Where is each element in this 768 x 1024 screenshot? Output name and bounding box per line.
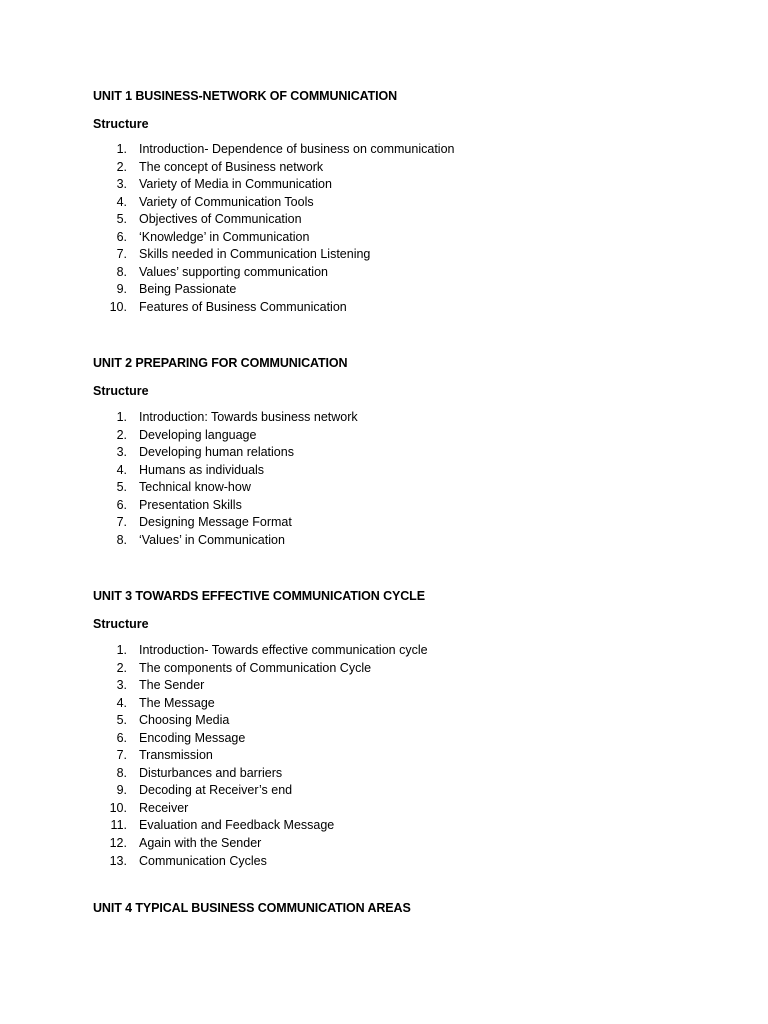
list-item-number: 2.	[116, 427, 127, 442]
unit-1-heading: UNIT 1 BUSINESS-NETWORK OF COMMUNICATION	[93, 89, 398, 103]
list-item-text: Presentation Skills	[139, 497, 242, 512]
unit-4-heading: UNIT 4 TYPICAL BUSINESS COMMUNICATION AREAS	[93, 901, 411, 915]
list-item-text: The Message	[139, 695, 215, 710]
list-item-text: Developing human relations	[139, 445, 294, 460]
list-item-number: 8.	[116, 532, 127, 547]
list-item-text: Transmission	[139, 748, 213, 763]
list-item-number: 2.	[116, 660, 127, 675]
list-item-text: Again with the Sender	[139, 836, 262, 851]
list-item-text: Introduction- Dependence of business on communication	[139, 142, 455, 156]
list-item-number: 10.	[109, 800, 127, 815]
list-item-text: ‘Knowledge’ in Communication	[139, 229, 310, 244]
list-item-text: Developing language	[139, 427, 257, 442]
list-item-text: The Sender	[139, 678, 205, 693]
list-item-number: 3.	[116, 678, 127, 693]
list-item-number: 6.	[116, 229, 127, 244]
list-item-text: The components of Communication Cycle	[139, 660, 372, 675]
list-item-number: 9.	[116, 783, 127, 798]
list-item-text: Designing Message Format	[139, 515, 292, 530]
list-item-number: 8.	[116, 765, 127, 780]
list-item-text: Decoding at Receiver’s end	[139, 783, 293, 798]
list-item-text: Features of Business Communication	[139, 299, 347, 314]
list-item-number: 1.	[116, 142, 127, 156]
list-item-number: 5.	[116, 713, 127, 728]
list-item-number: 6.	[116, 497, 127, 512]
list-item-text: Variety of Communication Tools	[139, 194, 314, 209]
unit-3-structure-label: Structure	[93, 617, 149, 631]
list-item-number: 8.	[116, 264, 127, 279]
list-item-number: 2.	[116, 159, 127, 174]
list-item-number: 4.	[116, 194, 127, 209]
list-item-text: Introduction: Towards business network	[139, 410, 358, 424]
list-item-number: 7.	[116, 515, 127, 530]
list-item-text: Evaluation and Feedback Message	[139, 818, 335, 833]
list-item-number: 4.	[116, 695, 127, 710]
list-item-number: 10.	[109, 299, 127, 314]
list-item-number: 11.	[110, 818, 127, 833]
list-item-number: 12.	[109, 836, 127, 851]
unit-2-heading: UNIT 2 PREPARING FOR COMMUNICATION	[93, 356, 348, 370]
list-item-text: Variety of Media in Communication	[139, 177, 332, 192]
list-item-text: Objectives of Communication	[139, 212, 302, 227]
list-item-number: 3.	[116, 445, 127, 460]
list-item-number: 1.	[116, 410, 127, 424]
list-item-text: Choosing Media	[139, 713, 230, 728]
list-item-number: 3.	[116, 177, 127, 192]
list-item-text: Disturbances and barriers	[139, 765, 283, 780]
list-item-text: Communication Cycles	[139, 853, 267, 868]
list-item-text: Introduction- Towards effective communication cycle	[139, 643, 428, 657]
list-item-text: ‘Values’ in Communication	[139, 532, 285, 547]
list-item-number: 6.	[116, 730, 127, 745]
list-item-text: Technical know-how	[139, 480, 251, 495]
list-item-text: Humans as individuals	[139, 462, 265, 477]
list-item-text: Being Passionate	[139, 282, 237, 297]
list-item-number: 7.	[116, 748, 127, 763]
list-item-number: 4.	[116, 462, 127, 477]
list-item-text: Skills needed in Communication Listening	[139, 247, 371, 262]
unit-3-heading: UNIT 3 TOWARDS EFFECTIVE COMMUNICATION CYCLE	[93, 589, 425, 603]
list-item-number: 1.	[116, 643, 127, 657]
list-item-number: 13.	[109, 853, 127, 868]
unit-2-structure-label: Structure	[93, 384, 149, 398]
list-item-text: Encoding Message	[139, 730, 246, 745]
list-item-number: 9.	[116, 282, 127, 297]
list-item-text: The concept of Business network	[139, 159, 324, 174]
list-item-text: Values’ supporting communication	[139, 264, 328, 279]
list-item-number: 5.	[116, 480, 127, 495]
unit-1-structure-label: Structure	[93, 117, 149, 131]
list-item-number: 5.	[116, 212, 127, 227]
list-item-number: 7.	[116, 247, 127, 262]
list-item-text: Receiver	[139, 800, 189, 815]
